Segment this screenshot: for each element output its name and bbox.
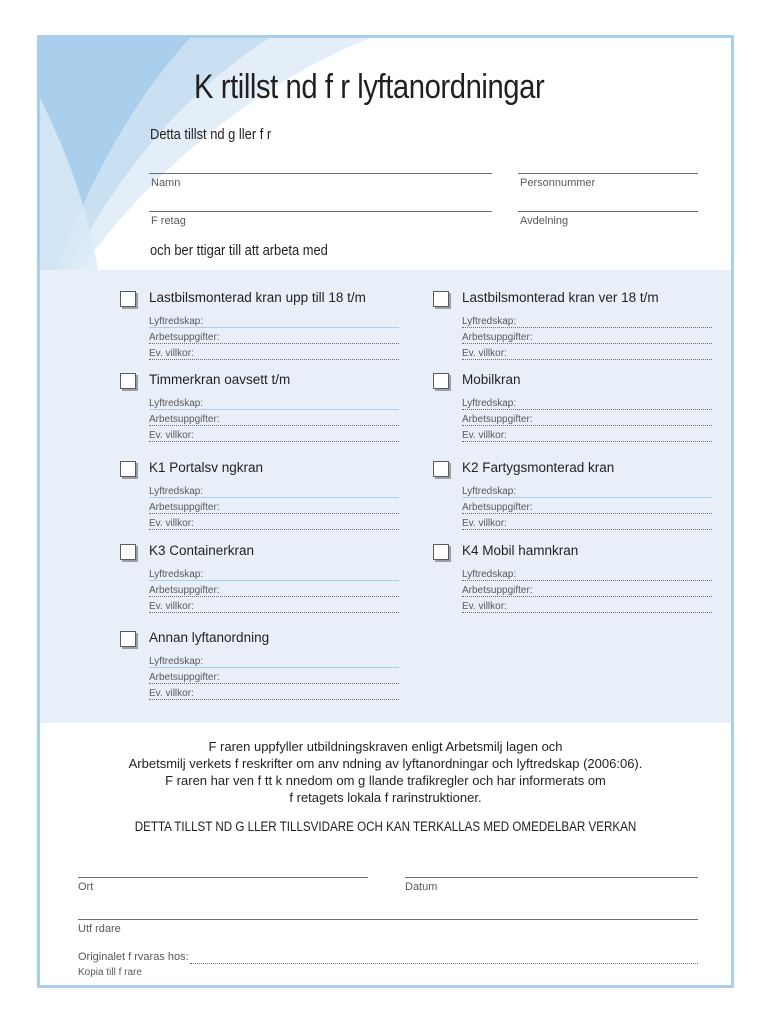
capability-row[interactable]: Lyftredskap: <box>149 656 399 668</box>
options-band <box>40 270 731 723</box>
validity-notice: DETTA TILLST ND G LLER TILLSVIDARE OCH KAN TERKALLAS MED OMEDELBAR VERKAN <box>134 819 637 834</box>
capability-row[interactable]: Lyftredskap: <box>462 316 712 328</box>
tasks-row[interactable]: Arbetsuppgifter: <box>149 585 399 597</box>
tasks-row[interactable]: Arbetsuppgifter: <box>462 585 712 597</box>
checkbox[interactable] <box>433 373 449 389</box>
capability-row[interactable]: Lyftredskap: <box>462 398 712 410</box>
conditions-row[interactable]: Ev. villkor: <box>462 601 712 613</box>
option-label: K1 Portalsv ngkran <box>149 460 264 475</box>
issuer-field[interactable] <box>78 919 698 920</box>
conditions-row[interactable]: Ev. villkor: <box>462 518 712 530</box>
capability-row[interactable]: Lyftredskap: <box>149 569 399 581</box>
conditions-row[interactable]: Ev. villkor: <box>149 601 399 613</box>
form-subtitle: Detta tillst nd g ller f r <box>150 126 272 143</box>
capability-row[interactable]: Lyftredskap: <box>462 569 712 581</box>
statement-line: Arbetsmilj verkets f reskrifter om anv ndning av lyftanordningar och lyftredskap (2006:06). <box>128 756 643 771</box>
option-label: Timmerkran oavsett t/m <box>149 372 291 387</box>
form-frame <box>37 35 734 988</box>
checkbox[interactable] <box>120 291 136 307</box>
statement-line: F raren uppfyller utbildningskraven enligt Arbetsmilj lagen och <box>208 739 563 754</box>
issuer-label: Utf rdare <box>78 923 121 935</box>
department-label: Avdelning <box>520 215 569 227</box>
company-label: F retag <box>151 215 186 227</box>
option-label: K3 Containerkran <box>149 543 255 558</box>
tasks-row[interactable]: Arbetsuppgifter: <box>462 414 712 426</box>
checkbox[interactable] <box>433 461 449 477</box>
checkbox[interactable] <box>120 544 136 560</box>
place-field[interactable] <box>78 877 368 878</box>
tasks-row[interactable]: Arbetsuppgifter: <box>149 332 399 344</box>
option-label: Lastbilsmonterad kran upp till 18 t/m <box>149 290 366 305</box>
option-label: Annan lyftanordning <box>149 630 270 645</box>
checkbox[interactable] <box>120 631 136 647</box>
option-label: K4 Mobil hamnkran <box>462 543 579 558</box>
checkbox[interactable] <box>433 544 449 560</box>
checkbox[interactable] <box>120 461 136 477</box>
section-intro: och ber ttigar till att arbeta med <box>150 242 328 259</box>
personnummer-label: Personnummer <box>520 177 596 189</box>
conditions-row[interactable]: Ev. villkor: <box>149 430 399 442</box>
name-field[interactable] <box>149 173 492 174</box>
capability-row[interactable]: Lyftredskap: <box>149 486 399 498</box>
tasks-row[interactable]: Arbetsuppgifter: <box>149 672 399 684</box>
tasks-row[interactable]: Arbetsuppgifter: <box>149 414 399 426</box>
tasks-row[interactable]: Arbetsuppgifter: <box>149 502 399 514</box>
checkbox[interactable] <box>120 373 136 389</box>
conditions-row[interactable]: Ev. villkor: <box>149 348 399 360</box>
company-field[interactable] <box>149 211 492 212</box>
statement-line: f retagets lokala f rarinstruktioner. <box>289 790 482 805</box>
statement-line: F raren har ven f tt k nnedom om g llande trafikregler och har informerats om <box>165 773 606 788</box>
capability-row[interactable]: Lyftredskap: <box>149 316 399 328</box>
name-label: Namn <box>151 177 181 189</box>
capability-row[interactable]: Lyftredskap: <box>149 398 399 410</box>
option-label: Lastbilsmonterad kran ver 18 t/m <box>462 290 659 305</box>
copy-label: Kopia till f rare <box>78 967 142 978</box>
date-field[interactable] <box>405 877 698 878</box>
form-title: K rtillst nd f r lyftanordningar <box>194 68 545 106</box>
date-label: Datum <box>405 881 438 893</box>
conditions-row[interactable]: Ev. villkor: <box>462 348 712 360</box>
department-field[interactable] <box>518 211 698 212</box>
original-label: Originalet f rvaras hos: <box>78 951 189 963</box>
option-label: Mobilkran <box>462 372 521 387</box>
capability-row[interactable]: Lyftredskap: <box>462 486 712 498</box>
tasks-row[interactable]: Arbetsuppgifter: <box>462 332 712 344</box>
checkbox[interactable] <box>433 291 449 307</box>
place-label: Ort <box>78 881 94 893</box>
tasks-row[interactable]: Arbetsuppgifter: <box>462 502 712 514</box>
personnummer-field[interactable] <box>518 173 698 174</box>
conditions-row[interactable]: Ev. villkor: <box>149 688 399 700</box>
conditions-row[interactable]: Ev. villkor: <box>462 430 712 442</box>
option-label: K2 Fartygsmonterad kran <box>462 460 615 475</box>
qualification-statement <box>40 738 731 806</box>
original-field[interactable] <box>190 963 698 964</box>
conditions-row[interactable]: Ev. villkor: <box>149 518 399 530</box>
